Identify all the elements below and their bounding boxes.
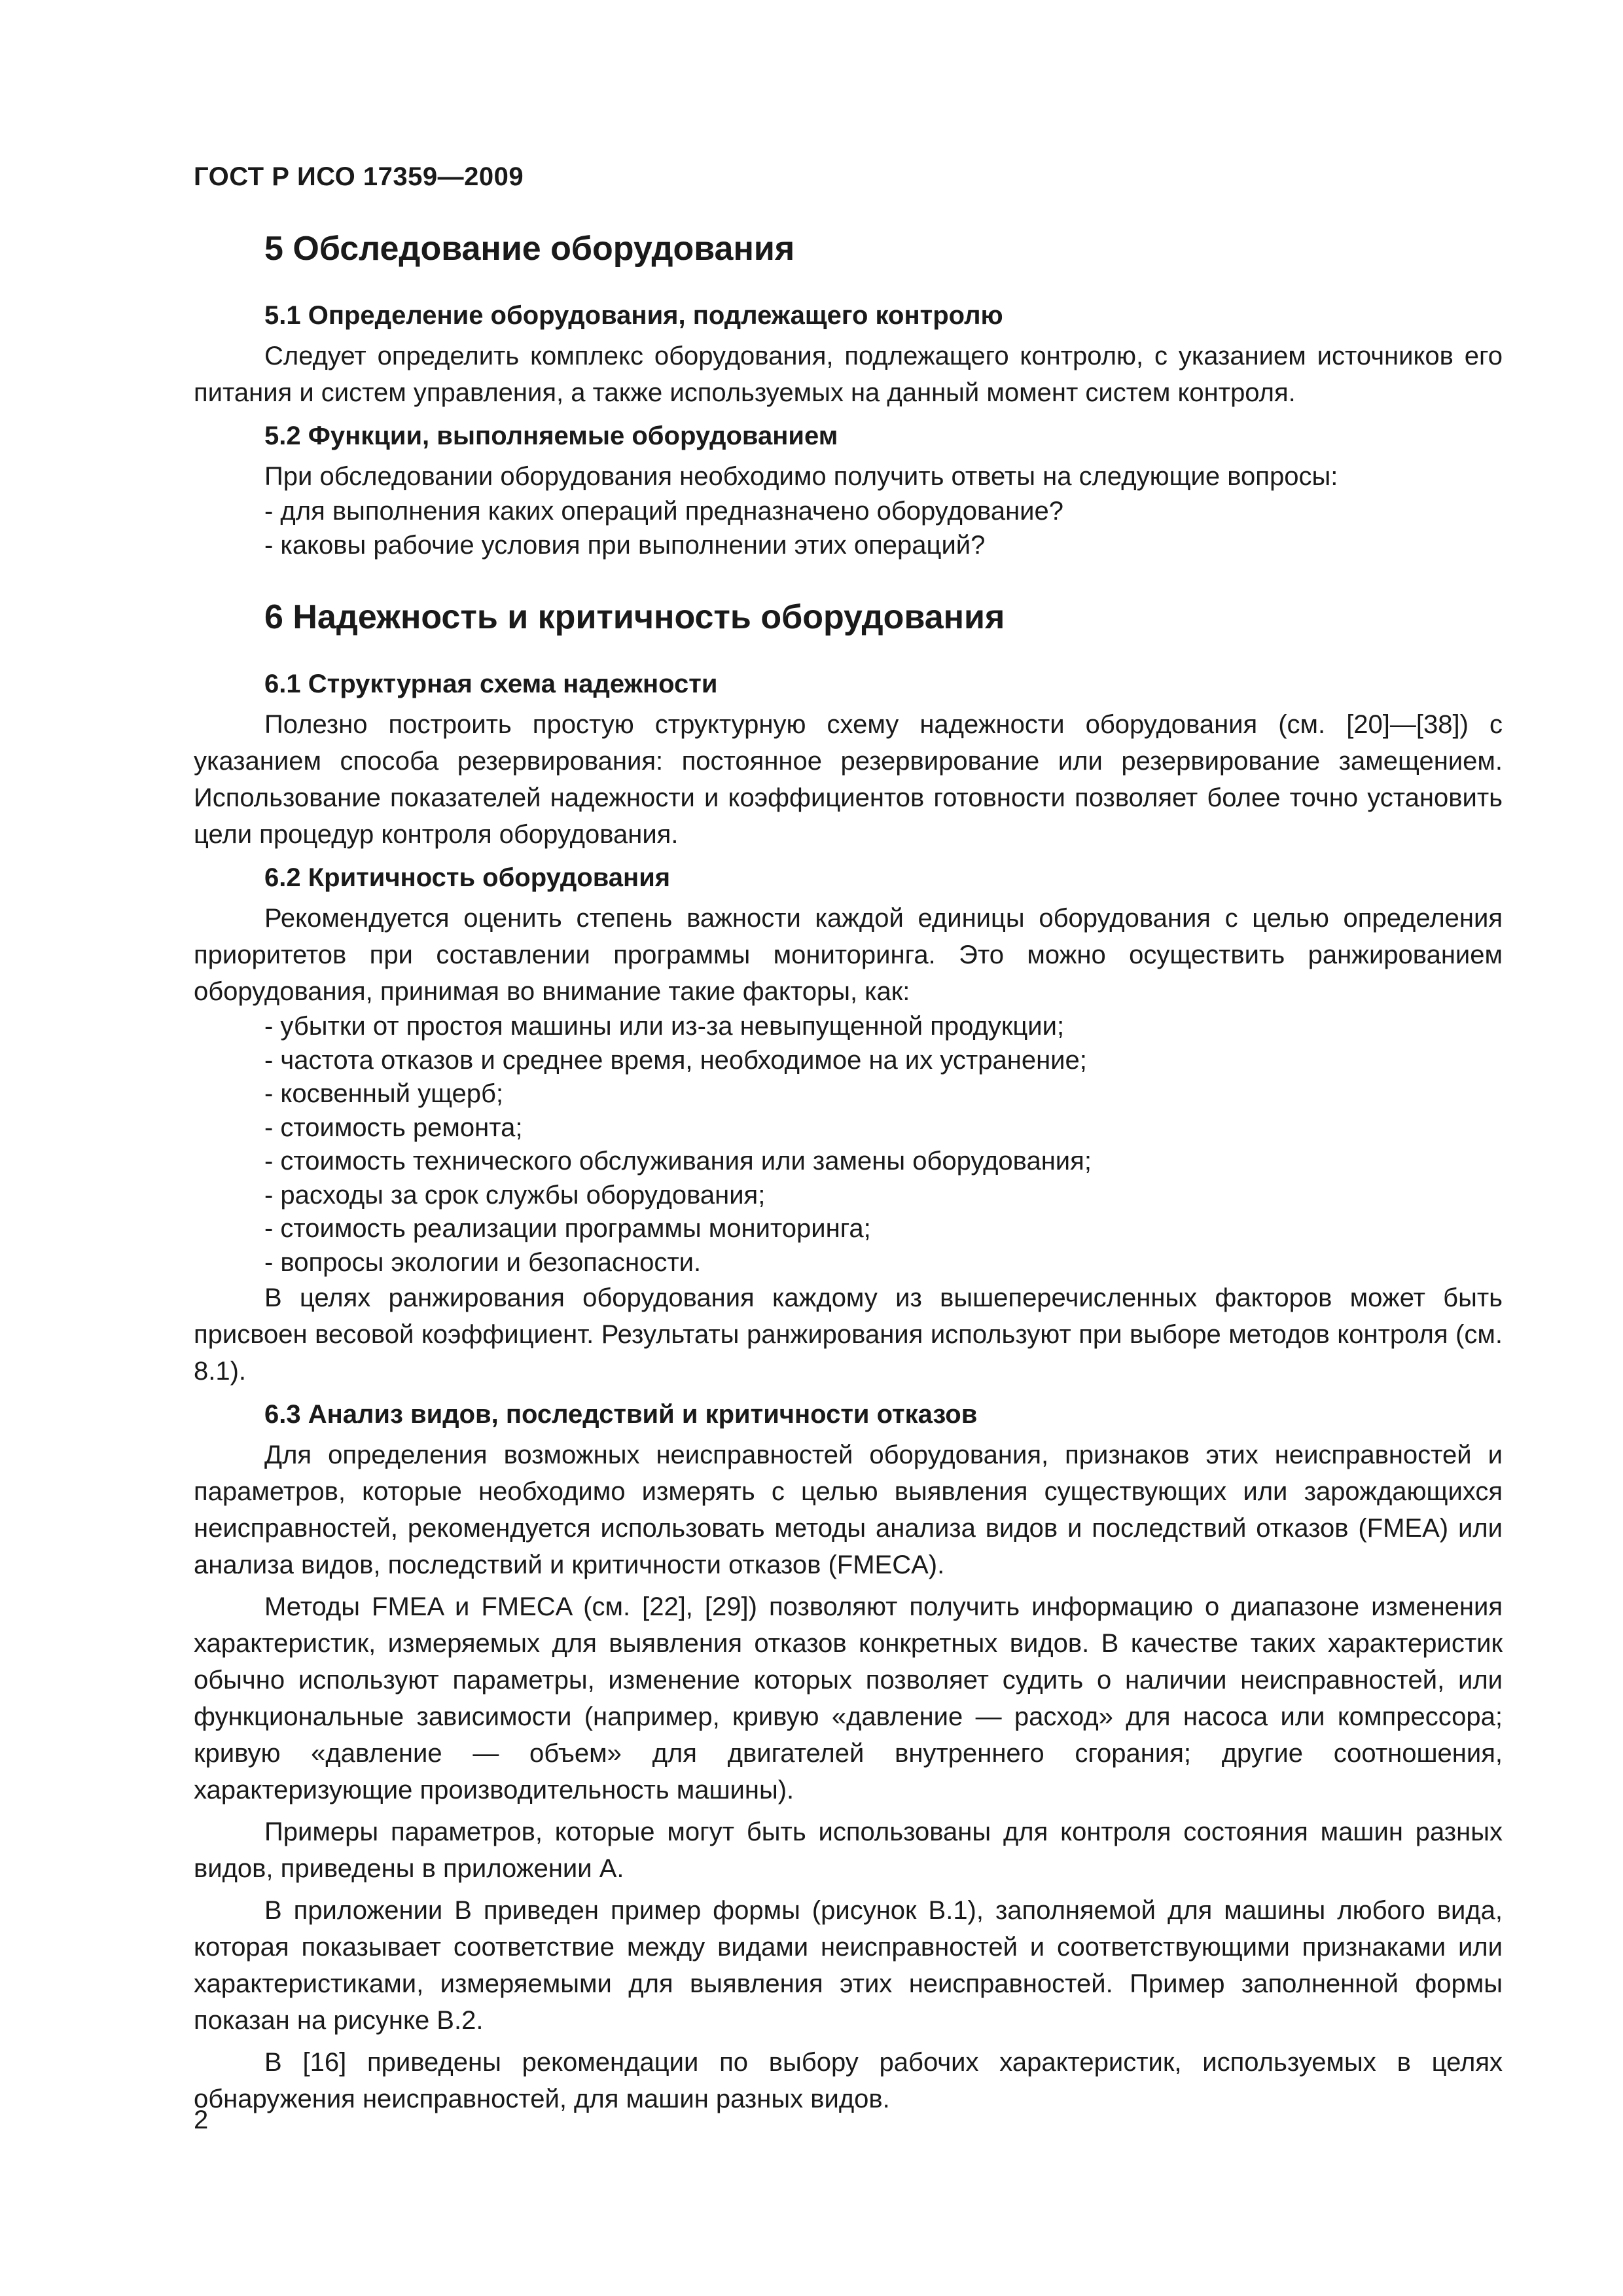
section-6-title: 6 Надежность и критичность оборудования [264,598,1005,636]
standard-code-header: ГОСТ Р ИСО 17359—2009 [194,162,524,191]
list-item: - стоимость реализации программы мониторинга; [264,1214,871,1243]
list-item: - расходы за срок службы оборудования; [264,1180,766,1210]
paragraph: В [16] приведены рекомендации по выбору рабочих характеристик, используемых в целях обнаружения неисправностей, для машин разных видов. [194,2048,1503,2113]
subsection-6-2-outro: В целях ранжирования оборудования каждому из вышеперечисленных факторов может быть присвоен весовой коэффициент. Результаты ранжирования используют при выборе методов контроля (см. 8.1). [194,1283,1503,1386]
document-body [194,223,1503,2117]
subsection-6-2-intro: Рекомендуется оценить степень важности каждой единицы оборудования с целью определения приоритетов при составлении программы мониторинга. Это можно осуществить ранжированием оборудования, принимая во внимание такие факторы, как: [194,904,1503,1006]
subsection-5-1-text: Следует определить комплекс оборудования, подлежащего контролю, с указанием источников его питания и систем управления, а также используемых на данный момент систем контроля. [194,342,1503,407]
subsection-6-3-title: 6.3 Анализ видов, последствий и критичности отказов [264,1400,978,1429]
paragraph: Для определения возможных неисправностей оборудования, признаков этих неисправностей и параметров, которые необходимо измерять с целью выявления существующих или зарождающихся неисправностей, рекомендуется использовать методы анализа видов и последствий отказов (FMEA) или анализа видов, последствий и критичности отказов (FMECA). [194,1441,1503,1579]
subsection-5-1-title: 5.1 Определение оборудования, подлежащего контролю [264,301,1003,330]
paragraph: Методы FMEA и FMECA (см. [22], [29]) позволяют получить информацию о диапазоне изменения характеристик, измеряемых для выявления отказов конкретных видов. В качестве таких характеристик обычно используют параметры, изменение которых позволяет судить о наличии неисправностей, или функциональные зависимости (например, кривую «давление — расход» для насоса или компрессора; кривую «давление — объем» для двигателей внутреннего сгорания; другие соотношения, характеризующие производительность машины). [194,1592,1503,1804]
list-item: - косвенный ущерб; [264,1079,504,1108]
list-item: - стоимость технического обслуживания или замены оборудования; [264,1147,1092,1175]
paragraph: Примеры параметров, которые могут быть использованы для контроля состояния машин разных видов, приведены в приложении А. [194,1818,1503,1883]
subsection-5-2-title: 5.2 Функции, выполняемые оборудованием [264,422,838,450]
list-item: - убытки от простоя машины или из-за невыпущенной продукции; [264,1012,1065,1041]
subsection-6-1-text: Полезно построить простую структурную схему надежности оборудования (см. [20]—[38]) с указанием способа резервирования: постоянное резервирование или резервирование замещением. Использование показателей надежности и коэффициентов готовности позволяет более точно установить цели процедур контроля оборудования. [194,710,1503,849]
section-5-title: 5 Обследование оборудования [264,230,795,268]
list-item: - частота отказов и среднее время, необходимое на их устранение; [264,1045,1087,1075]
list-item: - вопросы экологии и безопасности. [264,1247,702,1277]
paragraph: В приложении В приведен пример формы (рисунок В.1), заполняемой для машины любого вида, которая показывает соответствие между видами неисправностей и соответствующими признаками или характеристиками, измеряемыми для выявления этих неисправностей. Пример заполненной формы показан на рисунке В.2. [194,1896,1503,2035]
subsection-6-1-title: 6.1 Структурная схема надежности [264,670,718,698]
list-item: - для выполнения каких операций предназначено оборудование? [264,497,1063,526]
subsection-6-2-title: 6.2 Критичность оборудования [264,863,671,892]
list-item: - каковы рабочие условия при выполнении этих операций? [264,530,986,560]
list-item: - стоимость ремонта; [264,1113,523,1142]
subsection-5-2-intro: При обследовании оборудования необходимо получить ответы на следующие вопросы: [264,462,1338,491]
page-number: 2 [194,2106,209,2134]
